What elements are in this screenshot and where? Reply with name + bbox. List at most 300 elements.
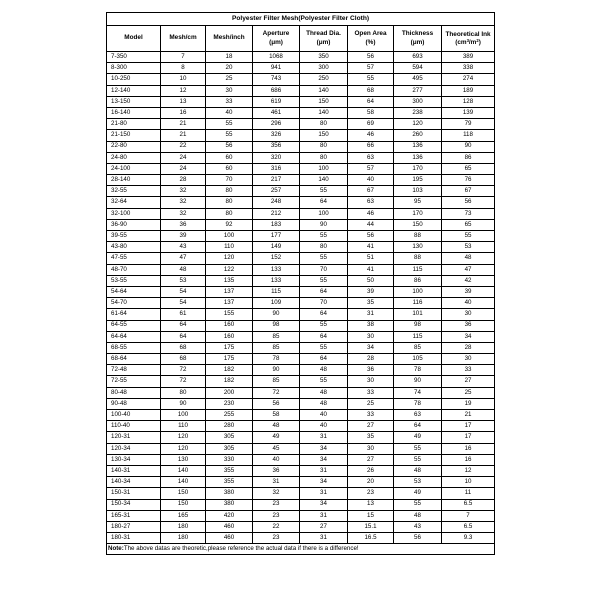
cell-thread-dia: 31: [300, 510, 348, 521]
table-row: [107, 130, 495, 141]
cell-open-area: 30: [348, 376, 394, 387]
cell-mesh-inch: 460: [206, 533, 253, 544]
cell-aperture: 109: [253, 298, 300, 309]
cell-mesh-inch: 20: [206, 63, 253, 74]
cell-mesh-inch: 255: [206, 410, 253, 421]
cell-thread-dia: 64: [300, 197, 348, 208]
cell-ink: 30: [442, 354, 495, 365]
cell-model: 68-64: [107, 354, 161, 365]
table-row: [107, 253, 495, 264]
cell-ink: 79: [442, 119, 495, 130]
cell-thread-dia: 55: [300, 275, 348, 286]
cell-aperture: 248: [253, 197, 300, 208]
cell-mesh-cm: 61: [161, 309, 206, 320]
cell-thickness: 693: [394, 52, 442, 63]
cell-aperture: 31: [253, 477, 300, 488]
cell-model: 64-64: [107, 331, 161, 342]
cell-model: 72-48: [107, 365, 161, 376]
cell-thread-dia: 31: [300, 533, 348, 544]
cell-thread-dia: 140: [300, 85, 348, 96]
cell-model: 130-34: [107, 454, 161, 465]
cell-thickness: 170: [394, 208, 442, 219]
cell-ink: 30: [442, 309, 495, 320]
cell-thickness: 56: [394, 533, 442, 544]
cell-model: 22-80: [107, 141, 161, 152]
cell-thickness: 115: [394, 331, 442, 342]
cell-model: 180-31: [107, 533, 161, 544]
table-row: [107, 342, 495, 353]
cell-ink: 7: [442, 510, 495, 521]
cell-aperture: 133: [253, 264, 300, 275]
cell-thickness: 130: [394, 242, 442, 253]
cell-aperture: 133: [253, 275, 300, 286]
cell-thickness: 495: [394, 74, 442, 85]
cell-aperture: 217: [253, 175, 300, 186]
cell-mesh-inch: 30: [206, 85, 253, 96]
cell-mesh-cm: 16: [161, 107, 206, 118]
cell-thickness: 105: [394, 354, 442, 365]
cell-aperture: 58: [253, 410, 300, 421]
cell-thickness: 101: [394, 309, 442, 320]
cell-mesh-cm: 90: [161, 398, 206, 409]
cell-aperture: 149: [253, 242, 300, 253]
cell-thickness: 88: [394, 231, 442, 242]
cell-thread-dia: 31: [300, 432, 348, 443]
cell-thickness: 116: [394, 298, 442, 309]
cell-mesh-inch: 80: [206, 186, 253, 197]
cell-thickness: 103: [394, 186, 442, 197]
cell-model: 140-34: [107, 477, 161, 488]
cell-ink: 65: [442, 219, 495, 230]
cell-ink: 10: [442, 477, 495, 488]
cell-ink: 389: [442, 52, 495, 63]
cell-open-area: 57: [348, 163, 394, 174]
cell-mesh-cm: 48: [161, 264, 206, 275]
cell-mesh-inch: 175: [206, 342, 253, 353]
cell-thread-dia: 48: [300, 398, 348, 409]
cell-open-area: 55: [348, 74, 394, 85]
cell-thread-dia: 34: [300, 443, 348, 454]
cell-model: 12-140: [107, 85, 161, 96]
cell-aperture: 36: [253, 465, 300, 476]
cell-aperture: 32: [253, 488, 300, 499]
spec-sheet: [106, 12, 494, 555]
cell-mesh-inch: 160: [206, 320, 253, 331]
cell-model: 7-350: [107, 52, 161, 63]
cell-model: 54-70: [107, 298, 161, 309]
cell-ink: 48: [442, 253, 495, 264]
cell-aperture: 1068: [253, 52, 300, 63]
cell-mesh-cm: 64: [161, 331, 206, 342]
cell-mesh-cm: 12: [161, 85, 206, 96]
cell-ink: 25: [442, 387, 495, 398]
cell-ink: 28: [442, 342, 495, 353]
cell-mesh-inch: 135: [206, 275, 253, 286]
cell-aperture: 743: [253, 74, 300, 85]
cell-thickness: 55: [394, 443, 442, 454]
cell-mesh-cm: 64: [161, 320, 206, 331]
table-row: [107, 152, 495, 163]
cell-aperture: 78: [253, 354, 300, 365]
cell-model: 120-31: [107, 432, 161, 443]
cell-mesh-cm: 180: [161, 533, 206, 544]
table-row: [107, 309, 495, 320]
cell-thickness: 100: [394, 286, 442, 297]
cell-model: 48-70: [107, 264, 161, 275]
cell-thickness: 86: [394, 275, 442, 286]
cell-ink: 17: [442, 421, 495, 432]
cell-aperture: 461: [253, 107, 300, 118]
cell-mesh-inch: 230: [206, 398, 253, 409]
cell-mesh-inch: 137: [206, 298, 253, 309]
cell-thread-dia: 90: [300, 219, 348, 230]
cell-ink: 86: [442, 152, 495, 163]
cell-aperture: 212: [253, 208, 300, 219]
cell-mesh-cm: 54: [161, 298, 206, 309]
cell-aperture: 941: [253, 63, 300, 74]
cell-model: 32-55: [107, 186, 161, 197]
cell-model: 80-48: [107, 387, 161, 398]
cell-thickness: 49: [394, 488, 442, 499]
cell-thread-dia: 48: [300, 387, 348, 398]
cell-mesh-cm: 68: [161, 342, 206, 353]
cell-aperture: 49: [253, 432, 300, 443]
table-row: [107, 186, 495, 197]
cell-model: 32-64: [107, 197, 161, 208]
cell-ink: 338: [442, 63, 495, 74]
cell-open-area: 27: [348, 454, 394, 465]
cell-thickness: 55: [394, 454, 442, 465]
cell-thickness: 136: [394, 141, 442, 152]
cell-mesh-inch: 155: [206, 309, 253, 320]
table-row: [107, 365, 495, 376]
cell-open-area: 69: [348, 119, 394, 130]
cell-mesh-cm: 150: [161, 499, 206, 510]
cell-mesh-inch: 110: [206, 242, 253, 253]
cell-aperture: 296: [253, 119, 300, 130]
cell-mesh-cm: 10: [161, 74, 206, 85]
cell-open-area: 58: [348, 107, 394, 118]
table-title: Polyester Filter Mesh(Polyester Filter Cloth): [107, 13, 495, 26]
cell-mesh-cm: 80: [161, 387, 206, 398]
cell-ink: 12: [442, 465, 495, 476]
cell-mesh-inch: 305: [206, 432, 253, 443]
cell-open-area: 15: [348, 510, 394, 521]
cell-mesh-cm: 22: [161, 141, 206, 152]
cell-mesh-cm: 72: [161, 376, 206, 387]
cell-aperture: 90: [253, 309, 300, 320]
cell-ink: 21: [442, 410, 495, 421]
cell-aperture: 98: [253, 320, 300, 331]
cell-thread-dia: 34: [300, 499, 348, 510]
header-aperture: Aperture (μm): [253, 26, 300, 52]
note-row: [107, 544, 495, 555]
cell-ink: 36: [442, 320, 495, 331]
cell-open-area: 33: [348, 410, 394, 421]
cell-open-area: 63: [348, 152, 394, 163]
cell-open-area: 33: [348, 387, 394, 398]
cell-mesh-cm: 72: [161, 365, 206, 376]
cell-mesh-cm: 120: [161, 443, 206, 454]
cell-model: 140-31: [107, 465, 161, 476]
cell-ink: 139: [442, 107, 495, 118]
cell-thread-dia: 27: [300, 521, 348, 532]
cell-model: 61-64: [107, 309, 161, 320]
cell-open-area: 39: [348, 286, 394, 297]
filter-mesh-table: [106, 12, 495, 555]
table-row: [107, 410, 495, 421]
table-row: [107, 208, 495, 219]
cell-model: 165-31: [107, 510, 161, 521]
cell-open-area: 36: [348, 365, 394, 376]
cell-open-area: 50: [348, 275, 394, 286]
cell-mesh-inch: 92: [206, 219, 253, 230]
table-row: [107, 421, 495, 432]
cell-mesh-cm: 110: [161, 421, 206, 432]
cell-thread-dia: 34: [300, 454, 348, 465]
cell-model: 110-40: [107, 421, 161, 432]
cell-thickness: 88: [394, 253, 442, 264]
cell-mesh-cm: 43: [161, 242, 206, 253]
cell-model: 39-55: [107, 231, 161, 242]
cell-mesh-inch: 70: [206, 175, 253, 186]
cell-open-area: 35: [348, 298, 394, 309]
cell-aperture: 686: [253, 85, 300, 96]
cell-aperture: 40: [253, 454, 300, 465]
cell-mesh-inch: 56: [206, 141, 253, 152]
cell-open-area: 31: [348, 309, 394, 320]
cell-model: 32-100: [107, 208, 161, 219]
cell-model: 180-27: [107, 521, 161, 532]
cell-mesh-inch: 175: [206, 354, 253, 365]
cell-mesh-inch: 280: [206, 421, 253, 432]
table-row: [107, 163, 495, 174]
cell-thread-dia: 55: [300, 376, 348, 387]
cell-open-area: 64: [348, 96, 394, 107]
cell-aperture: 356: [253, 141, 300, 152]
cell-model: 21-150: [107, 130, 161, 141]
note: Note:The above datas are theoretic,please reference the actual data if there is a difference!: [107, 544, 495, 555]
table-row: [107, 354, 495, 365]
cell-ink: 65: [442, 163, 495, 174]
cell-mesh-cm: 165: [161, 510, 206, 521]
cell-ink: 40: [442, 298, 495, 309]
table-body: [107, 52, 495, 544]
cell-thread-dia: 140: [300, 175, 348, 186]
cell-aperture: 23: [253, 499, 300, 510]
cell-model: 100-40: [107, 410, 161, 421]
cell-thread-dia: 55: [300, 320, 348, 331]
cell-mesh-inch: 420: [206, 510, 253, 521]
cell-thickness: 49: [394, 432, 442, 443]
cell-mesh-inch: 380: [206, 488, 253, 499]
cell-mesh-cm: 24: [161, 163, 206, 174]
cell-open-area: 46: [348, 130, 394, 141]
cell-open-area: 40: [348, 175, 394, 186]
cell-open-area: 28: [348, 354, 394, 365]
cell-ink: 11: [442, 488, 495, 499]
cell-mesh-cm: 120: [161, 432, 206, 443]
cell-mesh-cm: 21: [161, 130, 206, 141]
cell-open-area: 30: [348, 443, 394, 454]
cell-thickness: 74: [394, 387, 442, 398]
header-model: Model: [107, 26, 161, 52]
cell-aperture: 152: [253, 253, 300, 264]
table-row: [107, 141, 495, 152]
cell-open-area: 67: [348, 186, 394, 197]
table-row: [107, 175, 495, 186]
cell-thread-dia: 80: [300, 242, 348, 253]
cell-mesh-cm: 13: [161, 96, 206, 107]
cell-ink: 189: [442, 85, 495, 96]
table-row: [107, 107, 495, 118]
cell-thickness: 78: [394, 398, 442, 409]
cell-ink: 33: [442, 365, 495, 376]
cell-thickness: 115: [394, 264, 442, 275]
cell-mesh-cm: 24: [161, 152, 206, 163]
cell-aperture: 183: [253, 219, 300, 230]
cell-model: 72-55: [107, 376, 161, 387]
cell-ink: 6.5: [442, 499, 495, 510]
table-row: [107, 63, 495, 74]
cell-open-area: 15.1: [348, 521, 394, 532]
cell-model: 8-300: [107, 63, 161, 74]
cell-thickness: 48: [394, 465, 442, 476]
cell-thickness: 63: [394, 410, 442, 421]
cell-aperture: 72: [253, 387, 300, 398]
cell-open-area: 63: [348, 197, 394, 208]
cell-thread-dia: 31: [300, 465, 348, 476]
cell-thread-dia: 55: [300, 186, 348, 197]
cell-mesh-cm: 140: [161, 477, 206, 488]
cell-open-area: 16.5: [348, 533, 394, 544]
cell-mesh-inch: 305: [206, 443, 253, 454]
table-row: [107, 488, 495, 499]
cell-model: 43-80: [107, 242, 161, 253]
cell-mesh-inch: 355: [206, 477, 253, 488]
cell-mesh-cm: 180: [161, 521, 206, 532]
cell-mesh-cm: 140: [161, 465, 206, 476]
table-row: [107, 510, 495, 521]
cell-ink: 39: [442, 286, 495, 297]
cell-thickness: 98: [394, 320, 442, 331]
table-row: [107, 376, 495, 387]
cell-mesh-inch: 122: [206, 264, 253, 275]
cell-model: 13-150: [107, 96, 161, 107]
cell-open-area: 41: [348, 264, 394, 275]
cell-thickness: 55: [394, 499, 442, 510]
cell-model: 24-80: [107, 152, 161, 163]
cell-thread-dia: 55: [300, 231, 348, 242]
cell-open-area: 56: [348, 231, 394, 242]
cell-open-area: 25: [348, 398, 394, 409]
cell-open-area: 20: [348, 477, 394, 488]
cell-mesh-inch: 40: [206, 107, 253, 118]
cell-thread-dia: 100: [300, 163, 348, 174]
table-row: [107, 499, 495, 510]
cell-thread-dia: 80: [300, 141, 348, 152]
cell-ink: 90: [442, 141, 495, 152]
cell-thickness: 78: [394, 365, 442, 376]
cell-thread-dia: 70: [300, 264, 348, 275]
cell-aperture: 23: [253, 510, 300, 521]
cell-open-area: 68: [348, 85, 394, 96]
cell-mesh-cm: 36: [161, 219, 206, 230]
cell-ink: 16: [442, 443, 495, 454]
cell-thread-dia: 100: [300, 208, 348, 219]
table-row: [107, 74, 495, 85]
table-row: [107, 52, 495, 63]
cell-thread-dia: 55: [300, 253, 348, 264]
cell-mesh-inch: 80: [206, 197, 253, 208]
cell-thickness: 95: [394, 197, 442, 208]
cell-model: 54-64: [107, 286, 161, 297]
cell-model: 47-55: [107, 253, 161, 264]
cell-model: 150-31: [107, 488, 161, 499]
cell-thread-dia: 64: [300, 331, 348, 342]
cell-mesh-cm: 32: [161, 197, 206, 208]
cell-open-area: 51: [348, 253, 394, 264]
cell-mesh-cm: 150: [161, 488, 206, 499]
cell-thickness: 594: [394, 63, 442, 74]
cell-model: 21-80: [107, 119, 161, 130]
cell-mesh-cm: 53: [161, 275, 206, 286]
header-row: [107, 26, 495, 52]
cell-mesh-cm: 39: [161, 231, 206, 242]
cell-thread-dia: 48: [300, 365, 348, 376]
cell-thread-dia: 150: [300, 130, 348, 141]
cell-model: 64-55: [107, 320, 161, 331]
cell-thread-dia: 150: [300, 96, 348, 107]
cell-aperture: 85: [253, 376, 300, 387]
cell-aperture: 85: [253, 342, 300, 353]
table-row: [107, 533, 495, 544]
cell-thread-dia: 140: [300, 107, 348, 118]
cell-model: 28-140: [107, 175, 161, 186]
cell-mesh-cm: 130: [161, 454, 206, 465]
table-row: [107, 275, 495, 286]
cell-mesh-inch: 330: [206, 454, 253, 465]
table-row: [107, 298, 495, 309]
cell-thread-dia: 350: [300, 52, 348, 63]
cell-aperture: 85: [253, 331, 300, 342]
table-row: [107, 85, 495, 96]
cell-mesh-inch: 25: [206, 74, 253, 85]
cell-open-area: 38: [348, 320, 394, 331]
cell-mesh-inch: 18: [206, 52, 253, 63]
cell-aperture: 619: [253, 96, 300, 107]
cell-thread-dia: 64: [300, 309, 348, 320]
cell-model: 150-34: [107, 499, 161, 510]
cell-thread-dia: 40: [300, 421, 348, 432]
cell-mesh-inch: 355: [206, 465, 253, 476]
header-theoretical-ink: Theoretical Ink $(cm^3/m^2)$: [442, 26, 495, 52]
cell-mesh-cm: 28: [161, 175, 206, 186]
cell-aperture: 115: [253, 286, 300, 297]
cell-mesh-inch: 182: [206, 365, 253, 376]
cell-ink: 274: [442, 74, 495, 85]
cell-mesh-inch: 380: [206, 499, 253, 510]
cell-mesh-cm: 21: [161, 119, 206, 130]
table-row: [107, 387, 495, 398]
table-row: [107, 264, 495, 275]
cell-ink: 6.5: [442, 521, 495, 532]
cell-aperture: 45: [253, 443, 300, 454]
cell-aperture: 326: [253, 130, 300, 141]
cell-model: 16-140: [107, 107, 161, 118]
table-row: [107, 231, 495, 242]
cell-open-area: 46: [348, 208, 394, 219]
